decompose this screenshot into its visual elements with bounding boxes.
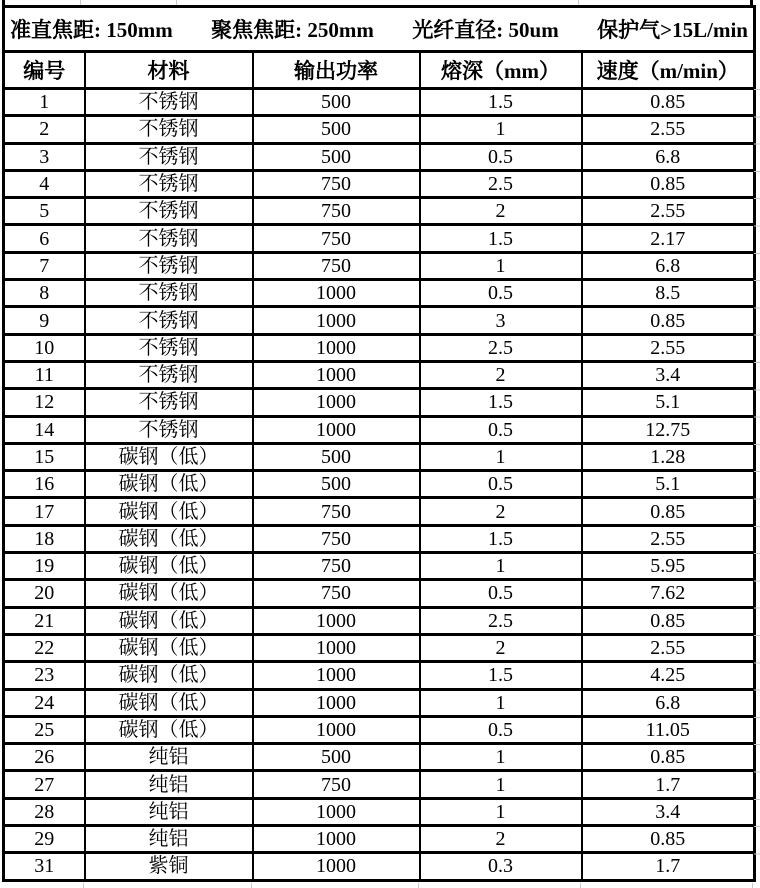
cell-depth[interactable]: 1 xyxy=(420,116,582,143)
column-header-speed[interactable]: 速度（m/min） xyxy=(582,52,755,89)
cell-speed[interactable]: 2.55 xyxy=(582,634,755,661)
cell-speed[interactable]: 2.17 xyxy=(582,225,755,252)
cell-speed[interactable]: 8.5 xyxy=(582,280,755,307)
cell-id[interactable]: 16 xyxy=(4,471,85,498)
cell-power[interactable]: 500 xyxy=(253,744,420,771)
cell-depth[interactable]: 2 xyxy=(420,198,582,225)
cell-id[interactable]: 15 xyxy=(4,443,85,470)
cell-depth[interactable]: 0.5 xyxy=(420,716,582,743)
cell-speed[interactable]: 0.85 xyxy=(582,307,755,334)
cell-depth[interactable]: 0.5 xyxy=(420,416,582,443)
cell-power[interactable]: 1000 xyxy=(253,307,420,334)
cell-power[interactable]: 1000 xyxy=(253,634,420,661)
cell-speed[interactable]: 0.85 xyxy=(582,89,755,116)
cell-material[interactable]: 碳钢（低） xyxy=(85,689,253,716)
table-row xyxy=(4,443,755,470)
parameter-header-row xyxy=(4,7,755,52)
cell-power[interactable]: 1000 xyxy=(253,689,420,716)
gridline-stub xyxy=(83,883,84,888)
cell-power[interactable]: 1000 xyxy=(253,361,420,388)
cell-power[interactable]: 750 xyxy=(253,198,420,225)
shielding-gas: 保护气>15L/min xyxy=(597,18,748,42)
cell-speed[interactable]: 12.75 xyxy=(582,416,755,443)
cell-power[interactable]: 1000 xyxy=(253,662,420,689)
table-row xyxy=(4,498,755,525)
cell-speed[interactable]: 7.62 xyxy=(582,580,755,607)
cell-id[interactable]: 20 xyxy=(4,580,85,607)
cell-speed[interactable]: 2.55 xyxy=(582,525,755,552)
cell-speed[interactable]: 0.85 xyxy=(582,607,755,634)
cell-depth[interactable]: 1 xyxy=(420,798,582,825)
cell-material[interactable]: 紫铜 xyxy=(85,853,253,880)
cell-material[interactable]: 碳钢（低） xyxy=(85,471,253,498)
cell-power[interactable]: 1000 xyxy=(253,716,420,743)
cell-material[interactable]: 不锈钢 xyxy=(85,307,253,334)
cell-speed[interactable]: 1.7 xyxy=(582,771,755,798)
cell-depth[interactable]: 1.5 xyxy=(420,89,582,116)
table-row xyxy=(4,853,755,880)
table-row xyxy=(4,252,755,279)
table-row xyxy=(4,771,755,798)
cell-id[interactable]: 17 xyxy=(4,498,85,525)
cell-power[interactable]: 500 xyxy=(253,143,420,170)
cell-id[interactable]: 12 xyxy=(4,389,85,416)
table-body xyxy=(4,89,755,881)
gridline-stubs-right xyxy=(754,89,760,879)
table-row xyxy=(4,689,755,716)
cell-power[interactable]: 500 xyxy=(253,443,420,470)
table-row xyxy=(4,580,755,607)
cell-power[interactable]: 500 xyxy=(253,89,420,116)
table-row xyxy=(4,662,755,689)
cell-depth[interactable]: 0.3 xyxy=(420,853,582,880)
cell-material[interactable]: 纯铝 xyxy=(85,798,253,825)
cell-id[interactable]: 18 xyxy=(4,525,85,552)
cell-id[interactable]: 5 xyxy=(4,198,85,225)
gridline-stub xyxy=(251,883,252,888)
cell-power[interactable]: 1000 xyxy=(253,826,420,853)
cell-depth[interactable]: 2.5 xyxy=(420,607,582,634)
cell-material[interactable]: 纯铝 xyxy=(85,826,253,853)
focus-focal-length: 聚焦焦距: 250mm xyxy=(211,18,374,42)
cell-speed[interactable]: 5.95 xyxy=(582,553,755,580)
cell-depth[interactable]: 2.5 xyxy=(420,170,582,197)
table-row xyxy=(4,607,755,634)
cell-material[interactable]: 不锈钢 xyxy=(85,389,253,416)
cell-id[interactable]: 2 xyxy=(4,116,85,143)
cell-depth[interactable]: 1 xyxy=(420,744,582,771)
cell-material[interactable]: 碳钢（低） xyxy=(85,634,253,661)
cell-power[interactable]: 500 xyxy=(253,471,420,498)
cell-power[interactable]: 500 xyxy=(253,116,420,143)
cell-depth[interactable]: 2 xyxy=(420,634,582,661)
cell-material[interactable]: 不锈钢 xyxy=(85,143,253,170)
cell-depth[interactable]: 3 xyxy=(420,307,582,334)
cell-depth[interactable]: 2 xyxy=(420,361,582,388)
cell-id[interactable]: 22 xyxy=(4,634,85,661)
cell-material[interactable]: 不锈钢 xyxy=(85,198,253,225)
cell-depth[interactable]: 2 xyxy=(420,826,582,853)
table-row xyxy=(4,334,755,361)
welding-parameters-table xyxy=(2,5,756,882)
table-row xyxy=(4,170,755,197)
cell-material[interactable]: 不锈钢 xyxy=(85,170,253,197)
cell-depth[interactable]: 0.5 xyxy=(420,471,582,498)
table-row xyxy=(4,471,755,498)
parameter-header-cell[interactable] xyxy=(4,7,755,52)
cell-id[interactable]: 14 xyxy=(4,416,85,443)
table-row xyxy=(4,198,755,225)
cell-depth[interactable]: 1 xyxy=(420,252,582,279)
table-row xyxy=(4,798,755,825)
cell-id[interactable]: 6 xyxy=(4,225,85,252)
cell-depth[interactable]: 2.5 xyxy=(420,334,582,361)
cell-id[interactable]: 11 xyxy=(4,361,85,388)
cell-speed[interactable]: 5.1 xyxy=(582,389,755,416)
cell-id[interactable]: 10 xyxy=(4,334,85,361)
cell-speed[interactable]: 2.55 xyxy=(582,116,755,143)
cell-material[interactable]: 不锈钢 xyxy=(85,361,253,388)
cell-id[interactable]: 4 xyxy=(4,170,85,197)
cell-speed[interactable]: 6.8 xyxy=(582,252,755,279)
cell-depth[interactable]: 2 xyxy=(420,498,582,525)
cell-material[interactable]: 碳钢（低） xyxy=(85,498,253,525)
cell-id[interactable]: 7 xyxy=(4,252,85,279)
cell-material[interactable]: 纯铝 xyxy=(85,744,253,771)
cell-id[interactable]: 25 xyxy=(4,716,85,743)
cell-depth[interactable]: 1 xyxy=(420,771,582,798)
cell-power[interactable]: 750 xyxy=(253,252,420,279)
cell-id[interactable]: 3 xyxy=(4,143,85,170)
cell-power[interactable]: 750 xyxy=(253,553,420,580)
cell-material[interactable]: 碳钢（低） xyxy=(85,525,253,552)
cell-id[interactable]: 9 xyxy=(4,307,85,334)
cell-speed[interactable]: 3.4 xyxy=(582,798,755,825)
cell-material[interactable]: 纯铝 xyxy=(85,771,253,798)
cell-depth[interactable]: 1.5 xyxy=(420,389,582,416)
cell-material[interactable]: 碳钢（低） xyxy=(85,607,253,634)
cell-material[interactable]: 碳钢（低） xyxy=(85,443,253,470)
cell-material[interactable]: 不锈钢 xyxy=(85,334,253,361)
cell-power[interactable]: 1000 xyxy=(253,798,420,825)
cell-id[interactable]: 23 xyxy=(4,662,85,689)
gridline-stub xyxy=(752,883,753,888)
cell-power[interactable]: 750 xyxy=(253,580,420,607)
table-row xyxy=(4,280,755,307)
cell-material[interactable]: 不锈钢 xyxy=(85,116,253,143)
cell-speed[interactable]: 2.55 xyxy=(582,198,755,225)
table-row xyxy=(4,826,755,853)
table-row xyxy=(4,389,755,416)
cell-material[interactable]: 碳钢（低） xyxy=(85,580,253,607)
cell-id[interactable]: 21 xyxy=(4,607,85,634)
cell-speed[interactable]: 0.85 xyxy=(582,826,755,853)
cell-id[interactable]: 1 xyxy=(4,89,85,116)
cell-id[interactable]: 26 xyxy=(4,744,85,771)
cell-depth[interactable]: 1 xyxy=(420,689,582,716)
cell-power[interactable]: 750 xyxy=(253,771,420,798)
cell-power[interactable]: 1000 xyxy=(253,853,420,880)
cell-material[interactable]: 碳钢（低） xyxy=(85,662,253,689)
column-header-depth[interactable]: 熔深（mm） xyxy=(420,52,582,89)
cell-speed[interactable]: 4.25 xyxy=(582,662,755,689)
cell-speed[interactable]: 1.28 xyxy=(582,443,755,470)
cell-material[interactable]: 不锈钢 xyxy=(85,416,253,443)
table-row xyxy=(4,525,755,552)
cell-depth[interactable]: 1.5 xyxy=(420,225,582,252)
table-row xyxy=(4,116,755,143)
cell-depth[interactable]: 0.5 xyxy=(420,143,582,170)
cell-power[interactable]: 750 xyxy=(253,225,420,252)
cell-power[interactable]: 1000 xyxy=(253,280,420,307)
table-row xyxy=(4,361,755,388)
cell-material[interactable]: 碳钢（低） xyxy=(85,553,253,580)
cell-speed[interactable]: 6.8 xyxy=(582,143,755,170)
cell-id[interactable]: 27 xyxy=(4,771,85,798)
cell-power[interactable]: 750 xyxy=(253,498,420,525)
gridline-stubs-bottom xyxy=(0,883,760,888)
cell-id[interactable]: 24 xyxy=(4,689,85,716)
cell-speed[interactable]: 0.85 xyxy=(582,170,755,197)
table-row xyxy=(4,307,755,334)
cell-material[interactable]: 不锈钢 xyxy=(85,225,253,252)
cell-depth[interactable]: 0.5 xyxy=(420,280,582,307)
column-header-material[interactable]: 材料 xyxy=(85,52,253,89)
gridline-stub xyxy=(418,883,419,888)
column-header-power[interactable]: 输出功率 xyxy=(253,52,420,89)
cell-speed[interactable]: 1.7 xyxy=(582,853,755,880)
cell-id[interactable]: 31 xyxy=(4,853,85,880)
cell-power[interactable]: 750 xyxy=(253,525,420,552)
cell-material[interactable]: 碳钢（低） xyxy=(85,716,253,743)
cell-power[interactable]: 1000 xyxy=(253,389,420,416)
column-header-row xyxy=(4,52,755,89)
cell-material[interactable]: 不锈钢 xyxy=(85,252,253,279)
table-row xyxy=(4,89,755,116)
cell-depth[interactable]: 1.5 xyxy=(420,525,582,552)
cell-power[interactable]: 1000 xyxy=(253,607,420,634)
cell-depth[interactable]: 1 xyxy=(420,443,582,470)
table-row xyxy=(4,634,755,661)
collimation-focal-length: 准直焦距: 150mm xyxy=(10,18,173,42)
cell-material[interactable]: 不锈钢 xyxy=(85,89,253,116)
table-row xyxy=(4,225,755,252)
column-header-id[interactable]: 编号 xyxy=(4,52,85,89)
table-row xyxy=(4,143,755,170)
cell-id[interactable]: 29 xyxy=(4,826,85,853)
cell-speed[interactable]: 0.85 xyxy=(582,744,755,771)
table-row xyxy=(4,416,755,443)
cell-speed[interactable]: 2.55 xyxy=(582,334,755,361)
cell-speed[interactable]: 3.4 xyxy=(582,361,755,388)
cell-id[interactable]: 8 xyxy=(4,280,85,307)
cell-speed[interactable]: 11.05 xyxy=(582,716,755,743)
cell-depth[interactable]: 1 xyxy=(420,553,582,580)
cell-id[interactable]: 19 xyxy=(4,553,85,580)
cell-depth[interactable]: 1.5 xyxy=(420,662,582,689)
cell-speed[interactable]: 6.8 xyxy=(582,689,755,716)
table-row xyxy=(4,553,755,580)
gridline-stub xyxy=(580,883,581,888)
cell-speed[interactable]: 5.1 xyxy=(582,471,755,498)
cell-depth[interactable]: 0.5 xyxy=(420,580,582,607)
cell-id[interactable]: 28 xyxy=(4,798,85,825)
cell-power[interactable]: 1000 xyxy=(253,416,420,443)
fiber-diameter: 光纤直径: 50um xyxy=(412,18,559,42)
cell-power[interactable]: 750 xyxy=(253,170,420,197)
table-row xyxy=(4,744,755,771)
table-row xyxy=(4,716,755,743)
cell-power[interactable]: 1000 xyxy=(253,334,420,361)
cell-speed[interactable]: 0.85 xyxy=(582,498,755,525)
cell-material[interactable]: 不锈钢 xyxy=(85,280,253,307)
